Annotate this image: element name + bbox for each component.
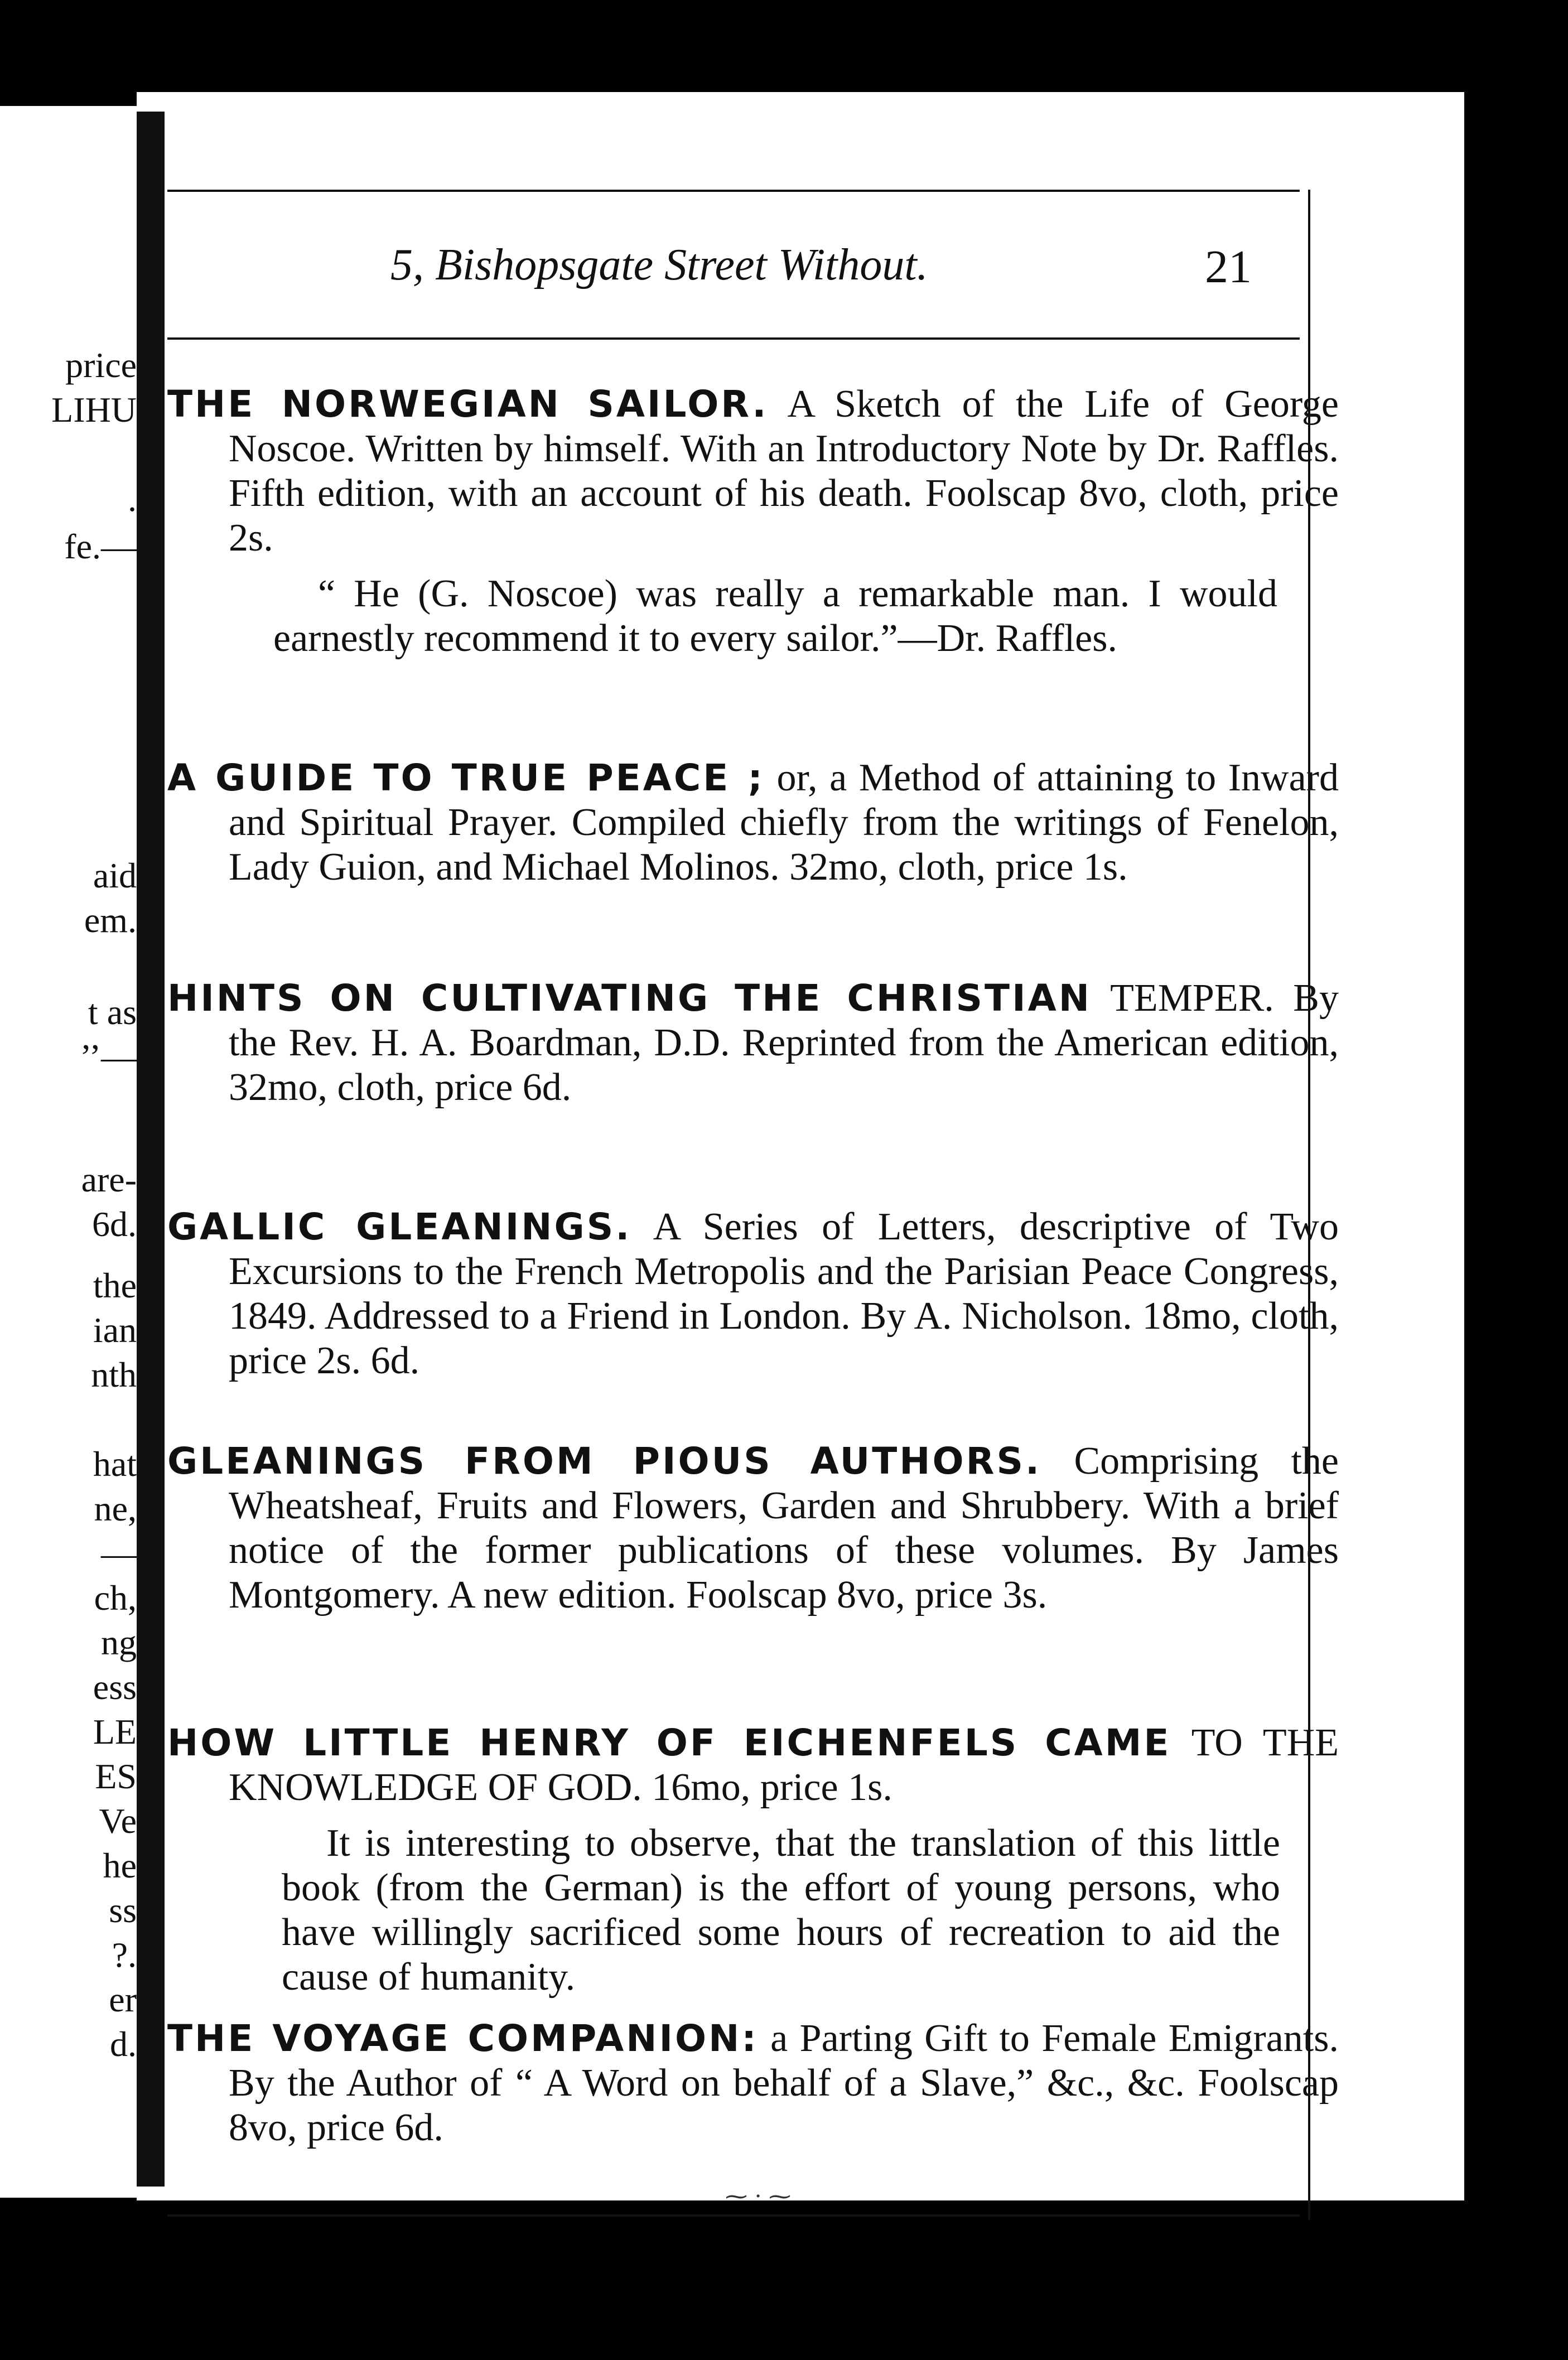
entry-body: TEMPER. By the Rev. H. A. Boardman, D.D. Reprinted from the American edition, 32mo, cloth, price 6d.	[229, 977, 1339, 1109]
left-page-fragment: LIHU	[51, 390, 137, 429]
left-page-fragment: ng	[101, 1623, 137, 1662]
entry-body: or, a Method of attaining to Inward and Spiritual Prayer. Compiled chiefly from the writings of Fenelon, Lady Guion, and Michael Molinos. 32mo, cloth, price 1s.	[229, 756, 1339, 889]
entry-norwegian-sailor	[167, 382, 1339, 561]
page-number: 21	[1205, 241, 1252, 293]
left-page-fragment: aid	[93, 856, 137, 895]
bottom-rule	[167, 2214, 1300, 2217]
left-page-fragment: LE	[93, 1712, 137, 1751]
entry-guide-to-true-peace	[167, 756, 1339, 890]
entry-gleanings-pious-authors	[167, 1439, 1339, 1618]
left-page-fragment: hat	[93, 1445, 137, 1484]
left-page-fragment: ch,	[94, 1579, 137, 1618]
entry-title: GALLIC GLEANINGS.	[167, 1205, 632, 1248]
entry-title: THE VOYAGE COMPANION:	[167, 2017, 759, 2060]
entry-gallic-gleanings	[167, 1205, 1339, 1383]
entry-voyage-companion	[167, 2016, 1339, 2150]
entry-body: a Parting Gift to Female Emigrants. By the Author of “ A Word on behalf of a Slave,” &c., &c. Foolscap 8vo, price 6d.	[229, 2017, 1339, 2149]
entry-little-henry	[167, 1721, 1339, 1810]
left-page-fragment: d.	[110, 2025, 137, 2064]
left-page-fragment: he	[103, 1846, 137, 1885]
entry-body: TO THE KNOWLEDGE OF GOD. 16mo, price 1s.	[229, 1721, 1339, 1809]
entry-body: A Series of Letters, descriptive of Two Excursions to the French Metropolis and the Parisian Peace Congress, 1849. Addressed to a Friend in London. By A. Nicholson. 18mo, cloth, price 2s. 6d.	[229, 1205, 1339, 1382]
left-page-fragment: er	[109, 1980, 137, 2019]
left-page-fragment: Ve	[99, 1802, 137, 1841]
entry-quote: It is interesting to observe, that the translation of this little book (from the German) is the effort of young persons, who have willingly sacrificed some hours of recreation to aid the cause of humanity.	[282, 1822, 1280, 1999]
printer-ornament: ⁓ · ⁓	[725, 2184, 792, 2209]
entry-title: THE NORWEGIAN SAILOR.	[167, 383, 769, 426]
left-page-fragment: ne,	[94, 1489, 137, 1528]
left-page-fragment: ES	[95, 1757, 137, 1796]
left-page-fragment: ss	[109, 1891, 137, 1930]
left-page-fragment: ess	[93, 1668, 137, 1707]
header-rule	[167, 337, 1300, 340]
binding-shadow	[137, 112, 165, 2187]
left-page-fragment: the	[93, 1266, 137, 1305]
entry-title: HINTS ON CULTIVATING THE CHRISTIAN	[167, 977, 1092, 1020]
left-page-fragment: ian	[93, 1311, 137, 1350]
entry-body: A Sketch of the Life of George Noscoe. Written by himself. With an Introductory Note by Dr. Raffles. Fifth edition, with an account of his death. Foolscap 8vo, cloth, price 2s.	[229, 383, 1339, 559]
left-page-fragment: 6d.	[92, 1205, 137, 1244]
top-rule	[167, 190, 1300, 192]
entry-title: A GUIDE TO TRUE PEACE ;	[167, 756, 765, 799]
left-page-fragment: —	[101, 1534, 137, 1573]
entry-hints-christian-temper	[167, 976, 1339, 1110]
entry-quote: “ He (G. Noscoe) was really a remarkable man. I would earnestly recommend it to every sailor.”—Dr. Raffles.	[273, 572, 1277, 660]
left-page-fragment: t as	[88, 993, 137, 1032]
entry-title: HOW LITTLE HENRY OF EICHENFELS CAME	[167, 1721, 1171, 1764]
left-page-fragment: em.	[84, 901, 137, 940]
entry-body: Comprising the Wheatsheaf, Fruits and Flowers, Garden and Shrubbery. With a brief notice of the former publications of these volumes. By James Montgomery. A new edition. Foolscap 8vo, price 3s.	[229, 1440, 1339, 1616]
left-page-fragment: fe.—	[64, 527, 137, 566]
left-page-fragment: are-	[81, 1160, 137, 1199]
entry-title: GLEANINGS FROM PIOUS AUTHORS.	[167, 1440, 1042, 1483]
left-page-fragment: nth	[91, 1355, 137, 1394]
left-page-fragment: .	[128, 480, 137, 519]
left-page-fragment: ’’—	[80, 1037, 137, 1077]
left-page-fragment: ?.	[112, 1936, 137, 1975]
running-title: 5, Bishopsgate Street Without.	[390, 240, 928, 289]
left-page-fragment: price	[65, 346, 137, 385]
